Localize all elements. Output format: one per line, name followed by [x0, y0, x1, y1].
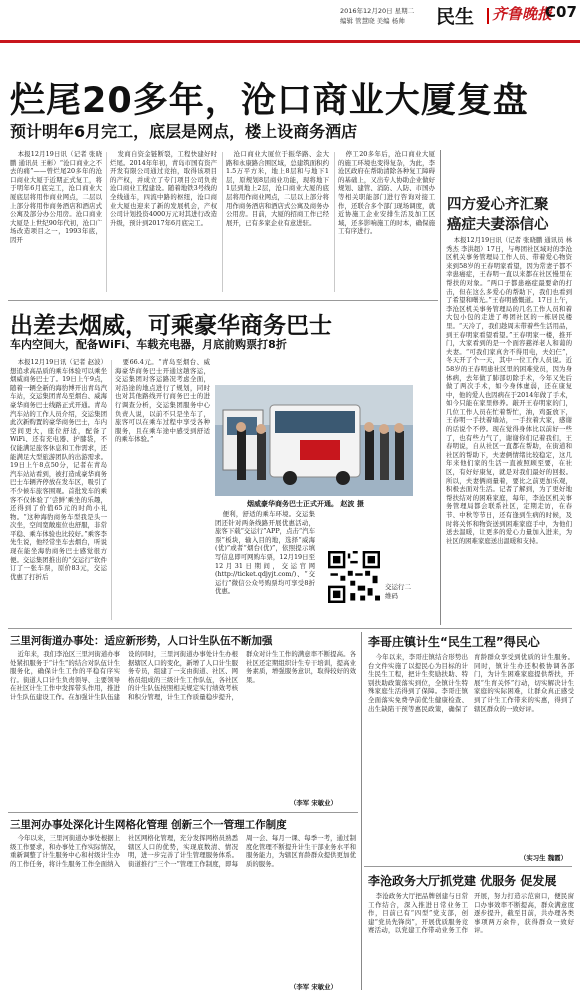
masthead-separator [487, 8, 489, 24]
article1-column-3: 沧口商业大厦位于振华路、金大路和永康路合围区域，总建筑面积约1.5万平方米，地上8层和与地下1层，原规划8层商业功能，现将地下1层到地上2层，沧口商业大厦的底层将用作商业网点，二层以上部分将用作商务酒店和酒店式公寓及商务办公用房。目前，大厦的招商工作已经展开，已有多家企业有意进驻。 [226, 150, 329, 227]
column-divider [111, 360, 112, 620]
photo-caption: 烟威豪华商务巴士正式开通。 赵波 摄 [247, 500, 364, 508]
qr-code-icon[interactable] [328, 551, 380, 603]
right-article-title-line1: 四方爱心齐汇聚 [447, 197, 549, 213]
main-subheadline: 预计明年6月完工，底层是网点，楼上设商务酒店 [10, 122, 358, 141]
article5-title: 李哥庄镇计生“民生工程”得民心 [368, 635, 540, 649]
article4-signature: （李军 宋敏业） [290, 983, 337, 991]
article3-title: 三里河街道办事处：适应新形势，人口计生队伍不断加强 [10, 635, 273, 647]
article1-column-2: 发商自资金链断裂，工程快建好时烂尾。2014年年初，青岛市国有资产开发有限公司通过竞拍，取得该项目的产权，并成立了专门项目公司负责沧口商业工程建设。随着地铁3号线的全线通车，四流中路的枢纽，沧口商业大厦也迎来了新的发展机会，产权公司计划投资4000万元对其进行改造升级，预计到2017年6月底完工。 [110, 150, 217, 227]
article4-body: 今年以来，三里河街道办事处根据上级工作要求，和办事处工作实际情况，重新调整了计生服务中心和村级计生办的工作任务，将计生服务工作全面纳入社区网格化管理，充分发挥网格员熟悉辖区人口的优势，实现底数清、情况明，进一步完善了计生管理服务体系。街道推行“三个一”管理工作制度，即每周一会、每月一课、每季一考，通过制度化管理不断提升计生干部业务水平和服务能力，为辖区育龄群众提供更加优质的服务。 [10, 834, 356, 868]
section-name: 民生 [436, 6, 475, 28]
column-divider [361, 632, 362, 990]
section-rule [364, 866, 572, 867]
article1-column-1: 本报12月19日讯（记者 张晓鹏 通讯员 王彬）“沧口商业之不去的痛”——曾烂尾20多年的沧口商业大厦于近期正式复工，将于明年6月底完工，沧口商业大厦底层将用作商业网点，二层以上部分将用作商务酒店和酒店式公寓及部分办公用房。沧口商业大厦是上世纪90年代初，沧口广场改造项目之一，1993年底，因开 [10, 150, 102, 244]
article2-title: 出差去烟威，可乘豪华商务巴士 [10, 313, 332, 339]
photo-illustration [215, 385, 413, 496]
newspaper-logo: 齐鲁晚报 [492, 5, 553, 23]
article5-signature: （实习生 魏霞） [520, 854, 567, 862]
section-rule [8, 628, 572, 629]
article3-signature: （李军 宋敏业） [290, 799, 337, 807]
issue-date: 2016年12月20日 星期二 [340, 7, 415, 15]
column-divider [334, 152, 335, 292]
masthead-rule [0, 40, 580, 43]
right-column-divider [440, 150, 441, 625]
article2-column-1: 本报12月19日讯（记者 赵波）想追求高品质的乘车体验可以乘坐烟威商务巴士了。19日上午9点，随着一辆全新的海豹博开出青岛汽车站，交运集团青岛至烟台、威海豪华商务巴士线路正式开通。青岛汽车站的工作人员介绍，交运集团此次新购置的豪华商务巴士，车内空间更大，座位舒适，配备了WiFi、还有充电器、护膝袋，不仅能满足旅客休息和工作需求，还能满足大型旅游团队的出游需求。19日上午8点50分，记者在青岛汽车站站看到，被打造成豪华商务巴士车辆齐停放在发车区，吸引了不少候车旅客围观。首批发车的乘客不仅体验了‘尝鲜’乘坐的乐趣，还得到了价值65元的时尚小礼物。“这种海豹商务车型我是头一次坐，空间宽敞座位也舒服，非常平稳、乘车体验也比较好。”乘客李先生说，他经常坐车去烟台，听说现在能坐海豹商务巴士感觉很方便。交运集团推出的“交运行”软件订了一张车票，原价83元，交运优惠了打折后 [10, 358, 107, 581]
main-headline: 烂尾20多年，沧口商业大厦复盘 [10, 81, 529, 121]
qr-code-caption: 交运行二维码 [385, 583, 411, 600]
article1-column-4: 停工20多年后，沧口商业大厦的施工环境也变得复杂，为此，李沧区政府在帮助清除各种复工障碍的基础上，又出专人协助企业做好规划、建管、消防、人防、市国办等相关职能部门进行咨询对接工作，还联合多个部门现场调度，就近协施工企业安排生活及加工区域，还多影响施工的时本，确保施工有序进行。 [338, 150, 435, 236]
article6-title: 李沧政务大厅抓党建 优服务 促发展 [368, 874, 557, 888]
article2-subtitle: 车内空间大，配备WiFi、车载充电器，月底前购票打8折 [10, 338, 287, 351]
article2-column-3: 便利，舒适的乘车环境。交运集团还针对两条线路开展优惠活动，旅客下载“交运行”APP，点击“汽车票”板块，输入目的地，选择“威海(优)”或者“烟台(优)”，依照提示填写信息即可网购车票，12月19日至12月31日期间，交运官网(http://ticket.qdjyjt.com/)、“交运行”微信公众号购票均可享受8折优惠。 [215, 510, 315, 596]
qr-code-graphic [328, 551, 380, 603]
bus-launch-photo [215, 385, 413, 496]
article2-column-2: 要66.4元。“青岛至烟台、威海豪华商务巴士开通这趟客运，交运集团对客运路况考虑全面，对沿途的地点进行了规划，同时也对其他路线开行商务巴士的进行调查分析，交运集团服务中心负责人说，以前不只是坐车了，旅客可以在乘车过程中享受各种服务，且在乘车途中感受到舒适的乘车体验。” [115, 358, 210, 444]
article3-body: 近年来，我们李沧区三里河街道办事处紧扣服务于“计生”的结合对队伍计生服务化，确保计生工作的平稳有序实行。街道人口计生负责领导、主要领导在社区计生工作中发挥带头作用，推进计生队伍建设工作。在加强计生队伍建设的同时，三里河街道办事处计生办根据辖区人口的变化，新增了人口计生服务专员，组建了一支由街道、社区、网格员组成的三级计生工作队伍，各社区的计生队伍按照相关规定实行绩效考核和积分管理，计生工作质量稳步提升，群众对计生工作的满意率不断提高。各社区还定期组织计生专干培训，提高业务素质，增强服务意识，取得较好的效果。 [10, 650, 356, 701]
right-article-title-line2: 癌症夫妻添信心 [447, 217, 549, 233]
section-rule [8, 812, 358, 813]
masthead [0, 0, 580, 46]
column-divider [222, 152, 223, 292]
editor-credit: 编辑 管慧晓 美编 杨帅 [340, 17, 405, 25]
article4-title: 三里河办事处深化计生网格化管理 创新三个一管理工作制度 [10, 819, 287, 831]
section-rule [8, 300, 438, 301]
article5-body: 今年以来，李哥庄镇结合形势出台文件实施了以提民心为目标的计生民生工程，把计生奖励扶助、特别扶助政策落实到位，全镇计生特殊家庭生活得到了保障。李哥庄镇全面落实免费孕前优生健康检查、出生缺陷干预等惠民政策，确保了育龄群众享受到优质的计生服务。同时，镇计生办还积极协调各部门，为计生困难家庭提供帮扶，开展“生育关怀”行动，切实解决计生家庭的实际困难，让群众真正感受到了计生工作带来的实惠，得到了辖区群众的一致好评。 [368, 653, 574, 713]
column-divider [106, 152, 107, 292]
article6-body: 李沧政务大厅把品牌创建与日常工作结合，深入推进日常业务工作，目前已有“四型”党支部，创建“党员先锋岗”，开展优质服务竞赛活动，以党建工作带动业务工作开展，努力打造示范窗口，便民窗口办事效率不断提高，群众满意度逐步提升，截至目前，共办理各类事项两万余件，获得群众一致好评。 [368, 892, 574, 935]
page-number: C07 [545, 3, 577, 21]
right-article-body: 本报12月19日讯（记者 张晓鹏 通讯员 林秀杰 李洪超）17日，与粤团社区域对的李沧区机关事务管理局工作人员、带着爱心物资来到58岁的王春明家看望，因为常妻子都不幸患癌症，王春明一直以来都在社区慢里在帮扶的对象。“两口子都患癌症最要命的打击，但在这么多爱心的帮助下，我们也看到了希望和曙光。”王春明感慨道。17日上午，李沧区机关事务管理局的几名工作人员和着大包小包的走进了粤团社区的一栋居民楼里。“天冷了，我们趁周末带着些生活用品，到王春明家看望看望。”王春明家一楼，推开门，大家看到的是一个面容慈祥老人和蔼的夫妻。“可我们家真舍不得用电，夫妇仨”，冬天开了个一天，其中一位工作人员说。近58岁的王春明患社区里的困难党员，因为身体病，去年做了肺部切除手术，今年又先后做了两次手术，如今身体虚弱，还在康复中，他的爱人也因病在于2014年做了手术，如今只能在家里修养。敲开王春明家的门，几位工作人员在忙着帮忙，油，鸡蛋放下，王春明一手扶着墙站，一手拉着大家，感谢的话说个不停。现在觉得身体比以前好一些了，也有些力气了，谢谢你们记着我们，王春明说，自从社区一直都在帮助，在街道和社区的帮助下，夫妻俩情绪比较稳定，这几年来他们家的生活一直被照顾至要，在社区，有好好康复，就是对我们最好的回报。所以，夫妻俩商量着，要比之前更加乐观，积极去面对生活。记者了解到，为了更好地帮扶结对的困难家庭，每年，李沧区机关事务管理局都会联系社区，定期走访，在春节、中秋等节日，还有逢到生病的时候，及时将关怀和物资送到困难家庭手中，为他们送去温暖，让更多的爱心力量加入进来，为社区的困难家庭送出温暖和支持。 [446, 236, 572, 545]
